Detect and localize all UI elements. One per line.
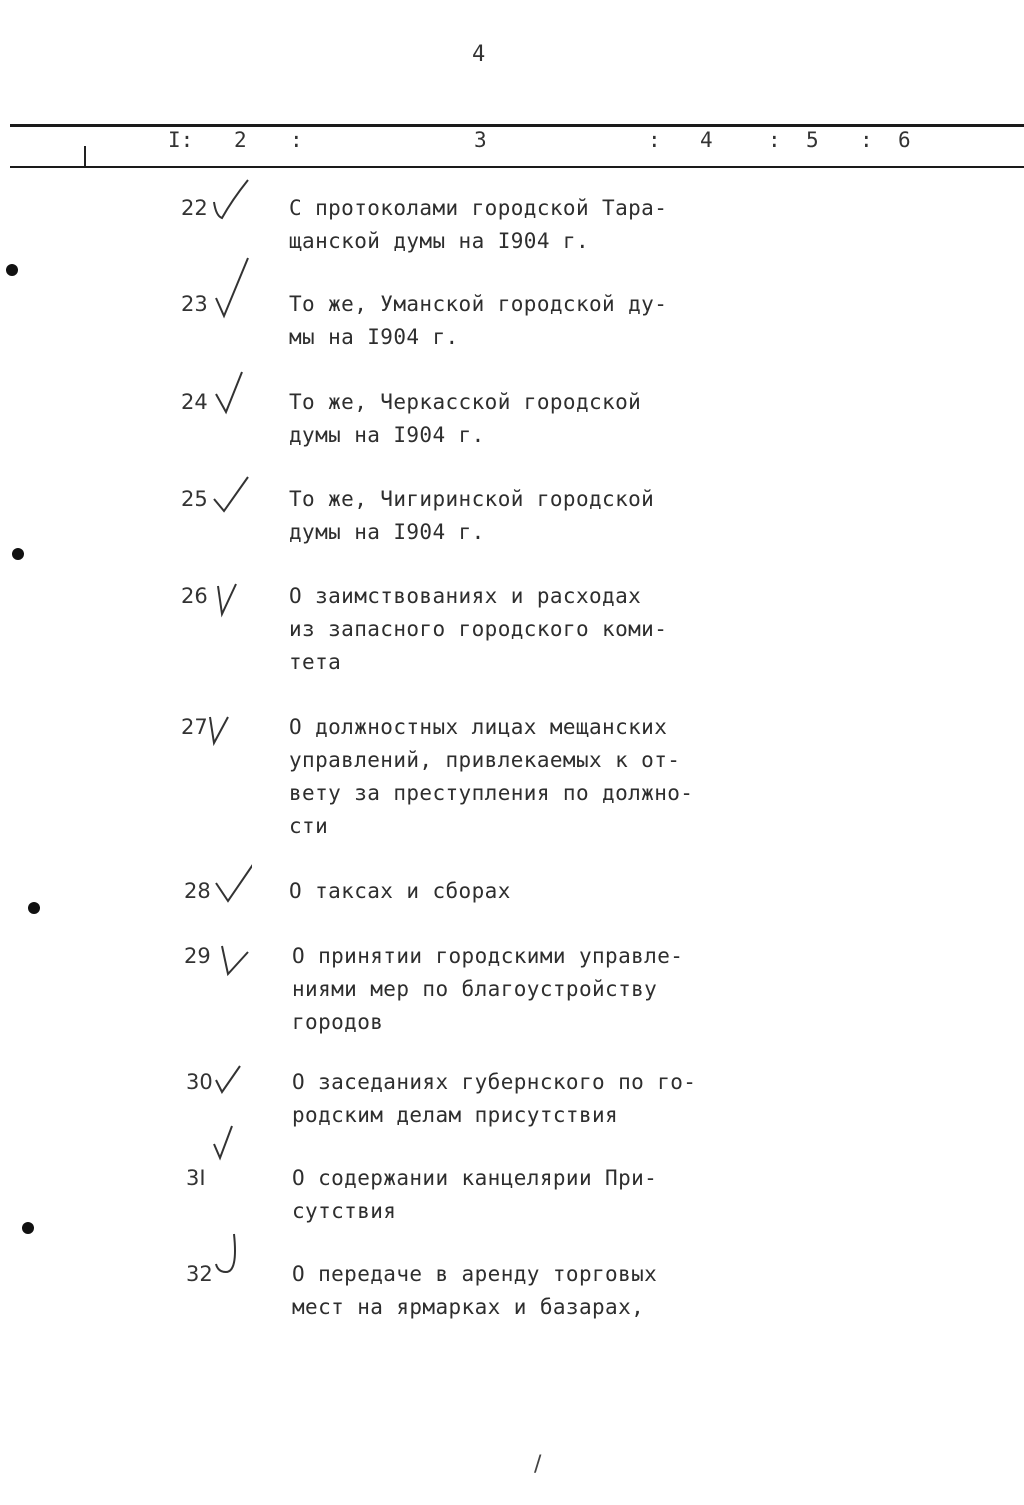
item-description (289, 192, 667, 258)
checkmark-icon (210, 178, 250, 228)
item-description (289, 875, 511, 908)
column-3-label: 3 (474, 128, 487, 152)
checkmark-icon (218, 942, 258, 992)
table-header-top-rule (10, 124, 1024, 127)
item-line: тета (289, 650, 342, 674)
item-line: управлений, привлекаемых к от- (289, 748, 681, 772)
item-number: 29 (184, 944, 211, 968)
item-line: О заимствованиях и расходах (289, 584, 642, 608)
item-description (289, 386, 641, 452)
column-separator: : (768, 128, 781, 152)
item-line: О должностных лицах мещанских (289, 715, 668, 739)
column-2-label: 2 (234, 128, 247, 152)
item-description (292, 1066, 696, 1132)
punch-hole-mark (6, 264, 18, 276)
checkmark-icon (206, 711, 246, 761)
item-number: 32 (186, 1262, 213, 1286)
margin-mark (84, 146, 86, 168)
column-4-label: 4 (700, 128, 713, 152)
table-header-bottom-rule (10, 166, 1024, 168)
checkmark-icon (212, 859, 252, 909)
item-line: думы на I904 г. (289, 520, 485, 544)
item-line: О передаче в аренду торговых (292, 1262, 658, 1286)
item-line: То же, Чигиринской городской (289, 487, 655, 511)
item-line: С протоколами городской Тара- (289, 196, 668, 220)
pen-mark: / (534, 1452, 542, 1477)
item-line: городов (292, 1010, 384, 1034)
column-separator: : (290, 128, 303, 152)
item-line: О содержании канцелярии При- (292, 1166, 658, 1190)
page-number: 4 (472, 42, 486, 67)
checkmark-icon (212, 368, 252, 418)
item-number: 30 (186, 1070, 213, 1094)
item-line: О принятии городскими управле- (292, 944, 684, 968)
item-line: родским делам присутствия (292, 1103, 619, 1127)
item-number: 22 (181, 196, 208, 220)
item-number: 23 (181, 292, 208, 316)
item-line: ниями мер по благоустройству (292, 977, 658, 1001)
item-description (292, 1162, 657, 1228)
checkmark-icon (214, 580, 254, 630)
item-number: 28 (184, 879, 211, 903)
item-description (289, 483, 654, 549)
checkmark-icon (212, 256, 252, 322)
item-line: мест на ярмарках и базарах, (292, 1295, 645, 1319)
column-1-label: I: (168, 128, 194, 152)
checkmark-icon (210, 471, 250, 521)
punch-hole-mark (28, 902, 40, 914)
item-number: 27 (181, 715, 208, 739)
item-line: сутствия (292, 1199, 397, 1223)
column-5-label: 5 (806, 128, 819, 152)
checkmark-icon (210, 1124, 250, 1174)
column-separator: : (648, 128, 661, 152)
item-number: 25 (181, 487, 208, 511)
item-description (289, 711, 693, 843)
punch-hole-mark (22, 1222, 34, 1234)
item-description (292, 1258, 657, 1324)
item-line: То же, Черкасской городской (289, 390, 642, 414)
item-line: вету за преступления по должно- (289, 781, 694, 805)
item-number: 24 (181, 390, 208, 414)
item-line: мы на I904 г. (289, 325, 459, 349)
item-line: думы на I904 г. (289, 423, 485, 447)
item-line: О таксах и сборах (289, 879, 511, 903)
item-description (289, 580, 667, 679)
column-separator: : (860, 128, 873, 152)
item-line: щанской думы на I904 г. (289, 229, 589, 253)
checkmark-icon (212, 1062, 252, 1112)
item-description (289, 288, 667, 354)
item-line: О заседаниях губернского по го- (292, 1070, 697, 1094)
item-line: из запасного городского коми- (289, 617, 668, 641)
punch-hole-mark (12, 548, 24, 560)
checkmark-icon (212, 1232, 252, 1282)
item-number: 3I (186, 1166, 206, 1190)
item-line: сти (289, 814, 329, 838)
item-line: То же, Уманской городской ду- (289, 292, 668, 316)
column-6-label: 6 (898, 128, 911, 152)
item-number: 26 (181, 584, 208, 608)
item-description (292, 940, 683, 1039)
